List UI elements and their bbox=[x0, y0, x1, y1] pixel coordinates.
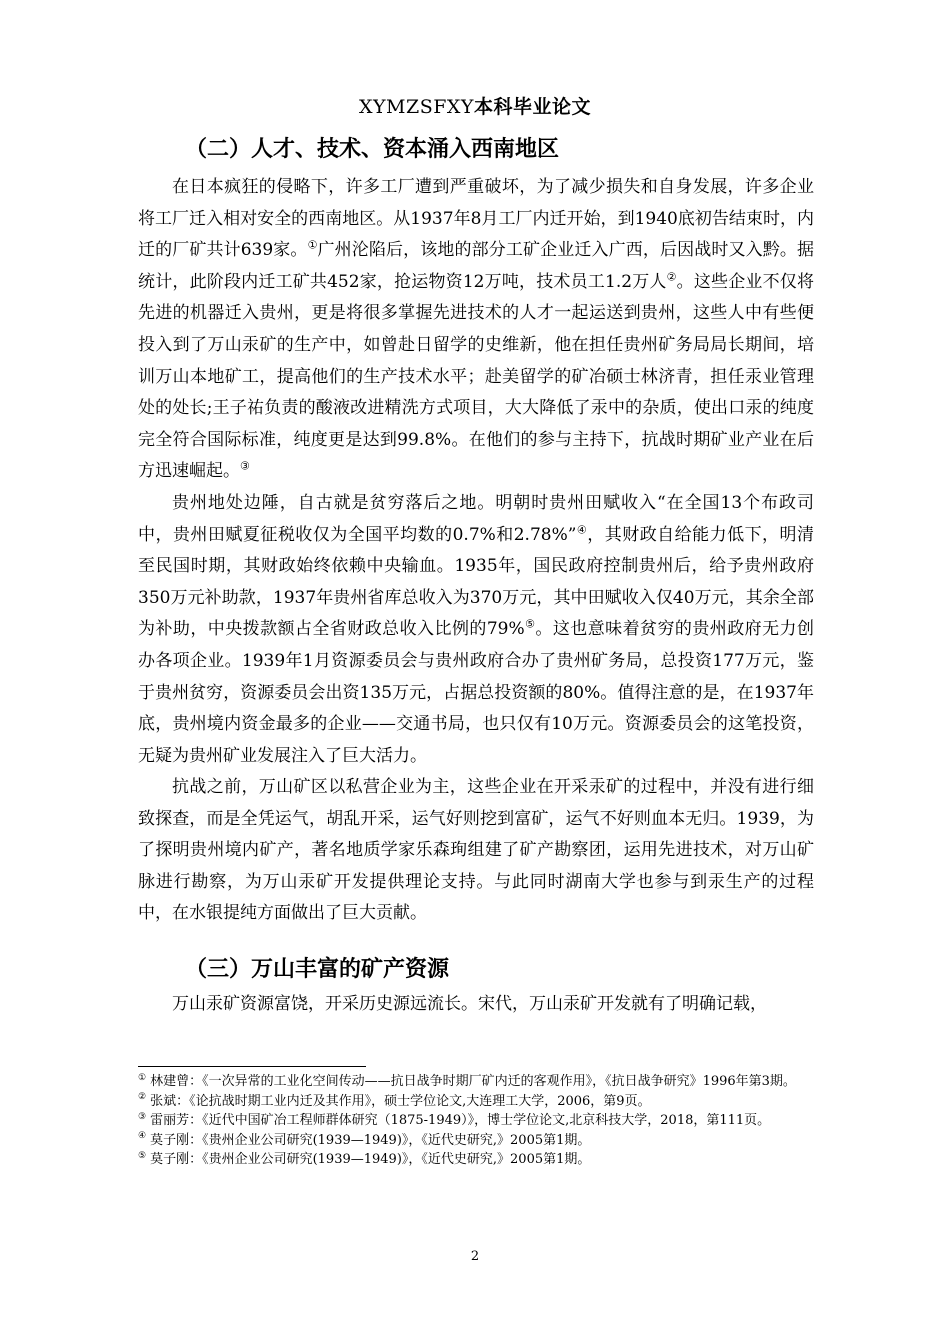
section-heading-2: （二）人才、技术、资本涌入西南地区 bbox=[185, 137, 560, 162]
footnote-separator bbox=[138, 1066, 366, 1067]
footnote-1: ① 林建曾：《一次异常的工业化空间传动——抗日战争时期厂矿内迁的客观作用》，《抗日战争研究》1996年第3期。 bbox=[138, 1072, 796, 1089]
footnote-5: ⑤ 莫子刚：《贵州企业公司研究(1939—1949)》，《近代史研究,》2005第1期。 bbox=[138, 1150, 591, 1167]
footnote-ref-1[interactable]: ① bbox=[307, 238, 318, 252]
footnote-3: ③ 雷丽芳：《近代中国矿冶工程师群体研究（1875-1949）》，博士学位论文,北京科技大学，2018，第111页。 bbox=[138, 1111, 771, 1128]
paragraph-1: 在日本疯狂的侵略下，许多工厂遭到严重破坏，为了减少损失和自身发展，许多企业将工厂迁入相对安全的西南地区。从1937年8月工厂内迁开始，到1940底初告结束时，内迁的厂矿共计639家。①广州沦陷后，该地的部分工矿企业迁入广西，后因战时又入黔。据统计，此阶段内迁工矿共452家，抢运物资12万吨，技术员工1.2万人②。这些企业不仅将先进的机器迁入贵州，更是将很多掌握先进技术的人才一起运送到贵州，这些人中有些便投入到了万山汞矿的生产中，如曾赴日留学的史维新，他在担任贵州矿务局局长期间，培训万山本地矿工，提高他们的生产技术水平；赴美留学的矿冶硕士林济青，担任汞业管理处的处长;王子祐负责的酸液改进精洗方式项目，大大降低了汞中的杂质，使出口汞的纯度完全符合国际标准，纯度更是达到99.8%。在他们的参与主持下，抗战时期矿业产业在后方迅速崛起。③ bbox=[138, 177, 814, 482]
header-title: 本科毕业论文 bbox=[473, 96, 591, 118]
section-heading-3: （三）万山丰富的矿产资源 bbox=[185, 957, 450, 982]
footnote-2: ② 张斌：《论抗战时期工业内迁及其作用》，硕士学位论文,大连理工大学，2006，第9页。 bbox=[138, 1092, 651, 1109]
header-code: XYMZSFXY bbox=[358, 96, 474, 118]
footnote-ref-4[interactable]: ④ bbox=[576, 522, 588, 536]
footnotes bbox=[138, 1072, 828, 1170]
footnote-ref-3[interactable]: ③ bbox=[240, 459, 250, 473]
footnote-ref-2[interactable]: ② bbox=[666, 270, 677, 284]
footnote-ref-5[interactable]: ⑤ bbox=[524, 617, 536, 631]
paragraph-3: 抗战之前，万山矿区以私营企业为主，这些企业在开采汞矿的过程中，并没有进行细致探查，而是全凭运气，胡乱开采，运气好则挖到富矿，运气不好则血本无归。1939，为了探明贵州境内矿产，著名地质学家乐森珣组建了矿产勘察团，运用先进技术，对万山矿脉进行勘察，为万山汞矿开发提供理论支持。与此同时湖南大学也参与到汞生产的过程中，在水银提纯方面做出了巨大贡献。 bbox=[138, 777, 814, 924]
paragraph-2: 贵州地处边陲，自古就是贫穷落后之地。明朝时贵州田赋收入“在全国13个布政司中，贵州田赋夏征税收仅为全国平均数的0.7%和2.78%”④，其财政自给能力低下，明清至民国时期，其财政始终依赖中央输血。1935年，国民政府控制贵州后，给予贵州政府350万元补助款，1937年贵州省库总收入为370万元，其中田赋收入仅40万元，其余全部为补助，中央拨款额占全省财政总收入比例的79%⑤。这也意味着贫穷的贵州政府无力创办各项企业。1939年1月资源委员会与贵州政府合办了贵州矿务局，总投资177万元，鉴于贵州贫穷，资源委员会出资135万元，占据总投资额的80%。值得注意的是，在1937年底，贵州境内资金最多的企业——交通书局，也只仅有10万元。资源委员会的这笔投资，无疑为贵州矿业发展注入了巨大活力。 bbox=[138, 493, 814, 766]
page-number: 2 bbox=[470, 1249, 480, 1264]
paragraph-4: 万山汞矿资源富饶，开采历史源远流长。宋代，万山汞矿开发就有了明确记载， bbox=[172, 994, 767, 1014]
page-header bbox=[0, 92, 950, 119]
footnote-4: ④ 莫子刚：《贵州企业公司研究(1939—1949)》，《近代史研究,》2005第1期。 bbox=[138, 1131, 591, 1148]
